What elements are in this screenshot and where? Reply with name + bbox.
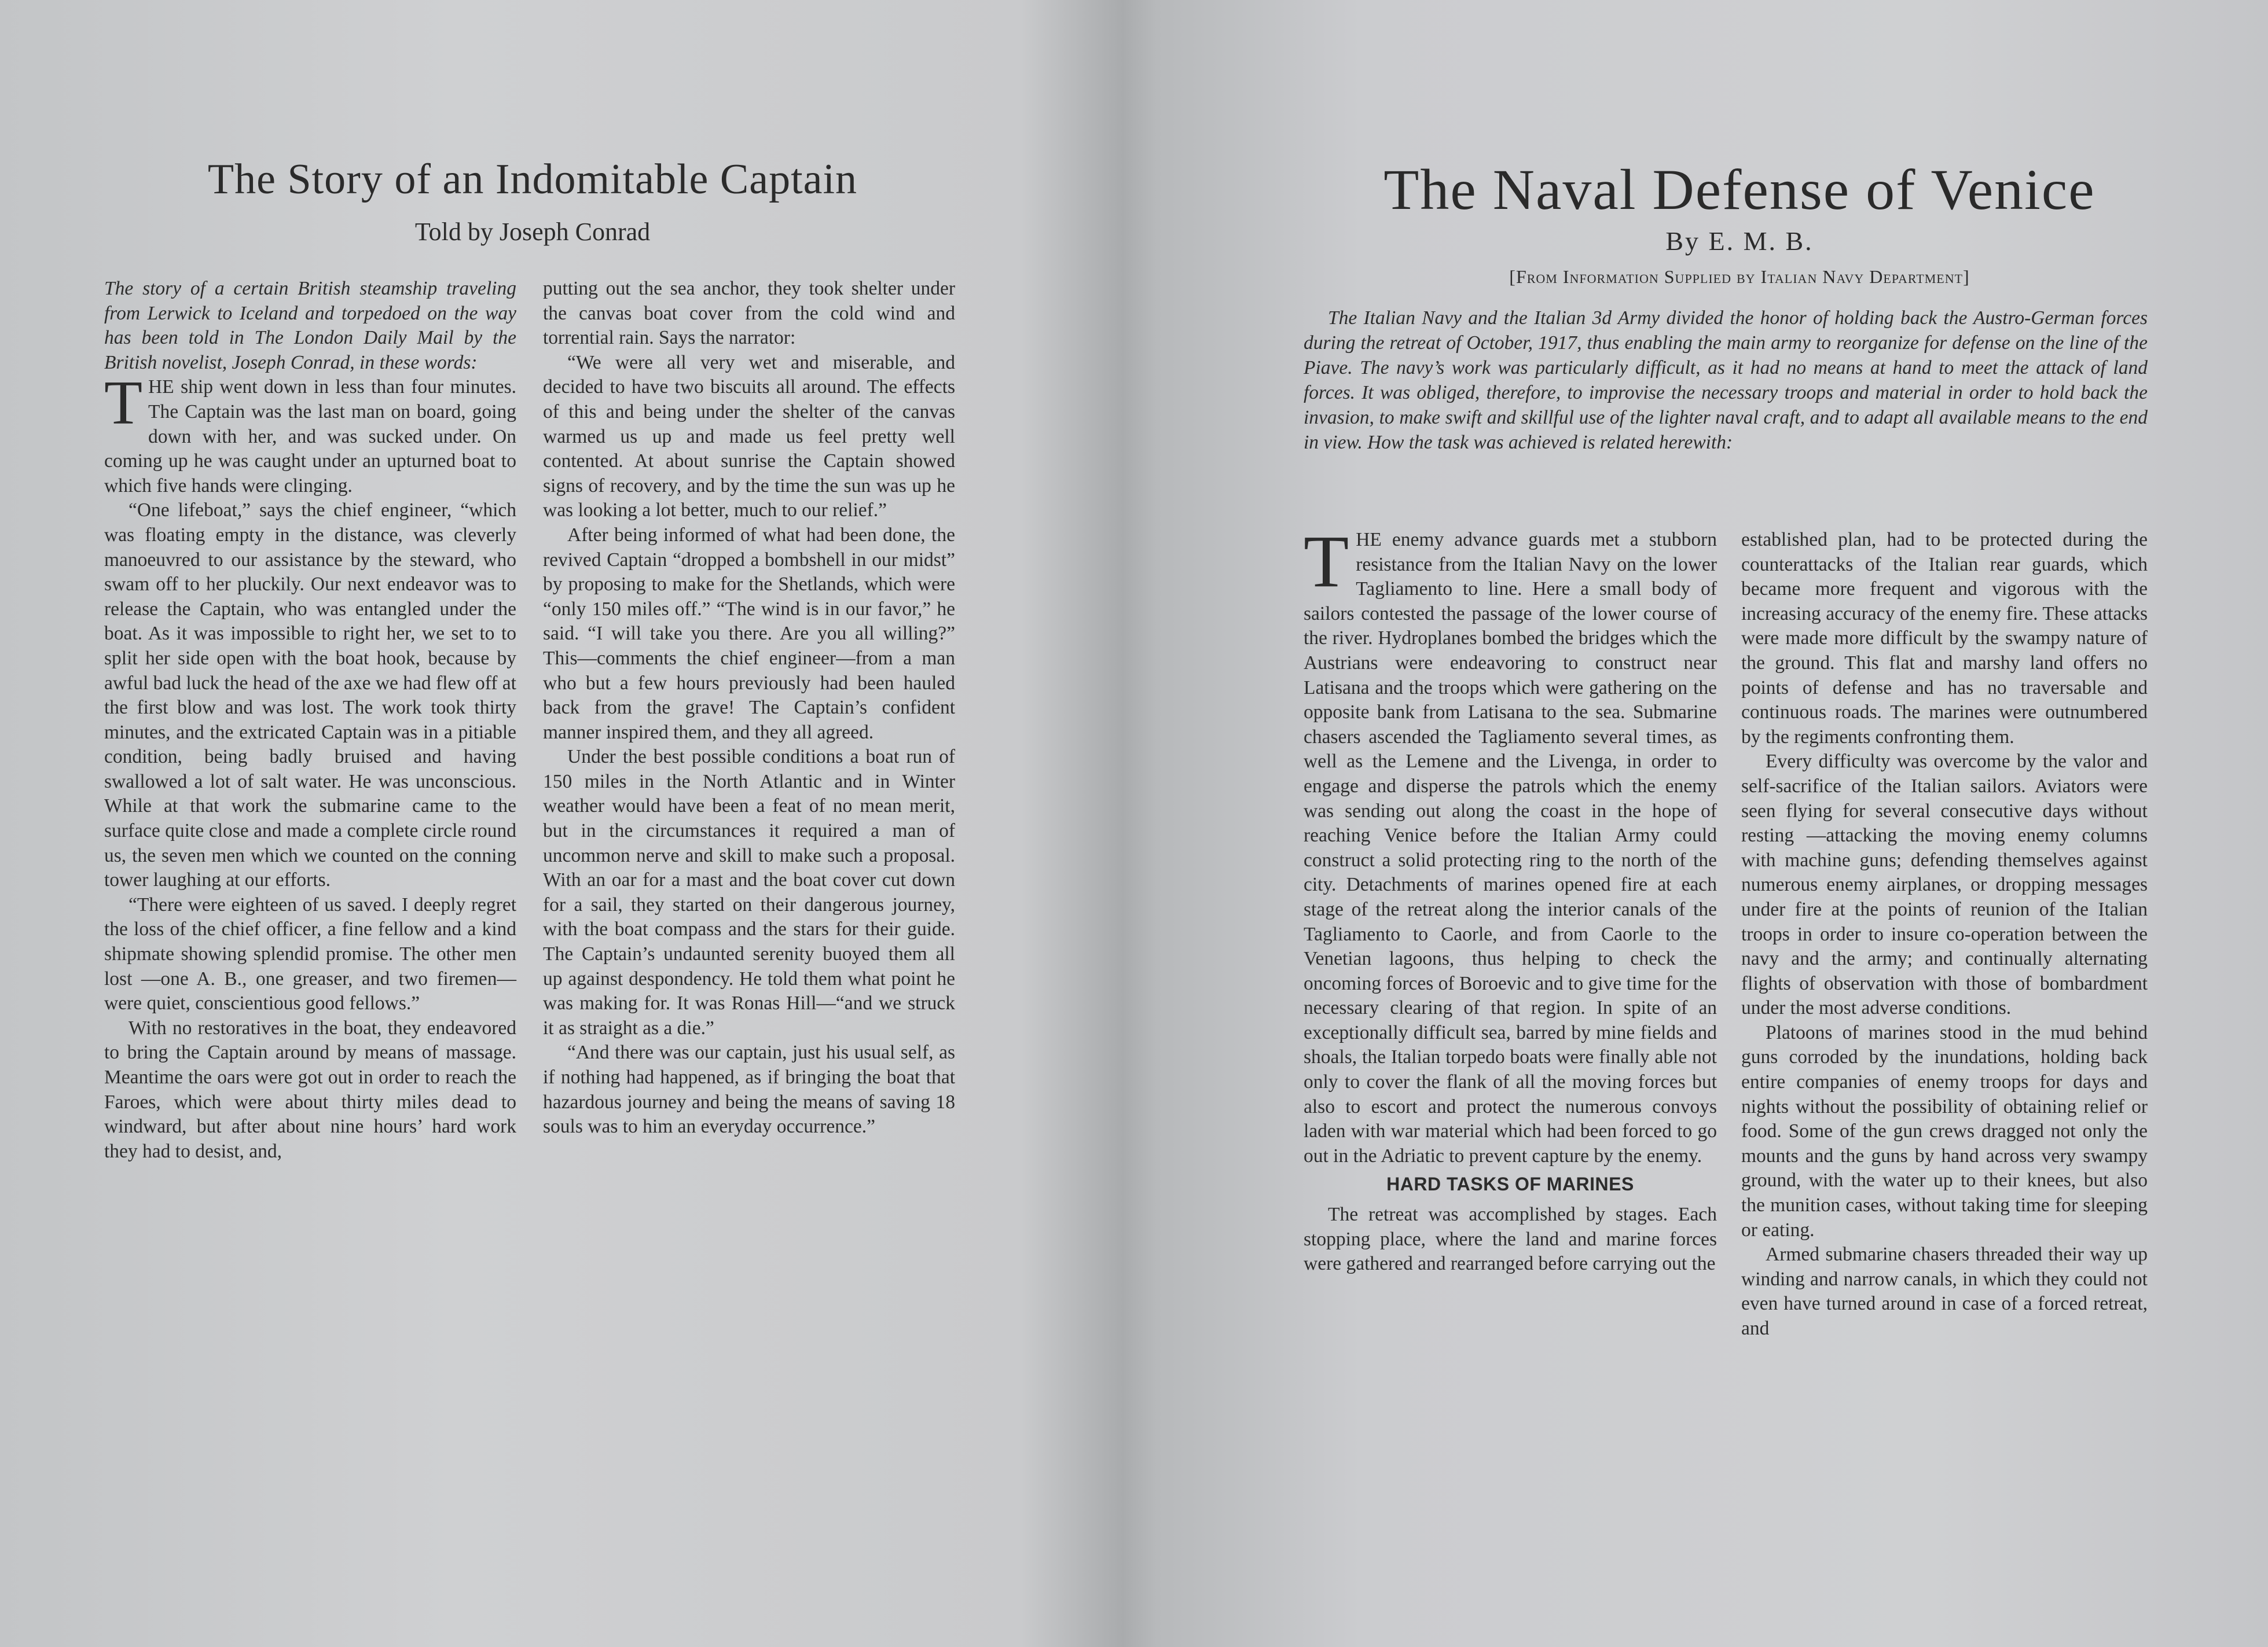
paragraph: “And there was our captain, just his usual self, as if nothing had happened, as if bringing the boat that hazardous journey and being the means of saving 18 souls was to him an everyday occurrence.” — [543, 1042, 955, 1138]
text-column-2 — [543, 277, 955, 1139]
paragraph: Armed submarine chasers threaded their way up winding and narrow canals, in which they could not even have turned around in case of a forced retreat, and — [1741, 1244, 2148, 1339]
paragraph: putting out the sea anchor, they took shelter under the canvas boat cover from the cold wind and torrential rain. Says the narrator: — [543, 278, 955, 349]
paragraph: “We were all very wet and miserable, and decided to have two biscuits all around. The effects of this and being under the shelter of the canvas warmed us up and made us feel pretty well contented. At about sunrise the Captain showed signs of recovery, and by the time the sun was up he was looking a lot better, much to our relief.” — [543, 351, 955, 521]
paragraph: established plan, had to be protected during the counterattacks of the Italian rear guards, which became more frequent and vigorous with the increasing accuracy of the enemy fire. These attacks were made more difficult by the swampy nature of the ground. This flat and marshy land offers no points of defense and has no traversable and continuous roads. The marines were outnumbered by the regiments confronting them. — [1741, 529, 2148, 748]
article-title: The Naval Defense of Venice — [1383, 157, 2095, 222]
paragraph: “There were eighteen of us saved. I deeply regret the loss of the chief officer, a fine fellow and a kind shipmate showing splendid promise. The other men lost —one A. B., one greaser, and two firemen—were quiet, conscientious good fellows.” — [104, 894, 516, 1014]
article-byline: By E. M. B. — [1665, 226, 1814, 256]
paragraph: The retreat was accomplished by stages. Each stopping place, where the land and marine forces were gathered and rearranged before carrying out the — [1304, 1204, 1717, 1275]
paragraph: Every difficulty was overcome by the valor and self-sacrifice of the Italian sailors. Aviators were seen flying for several consecutive days without resting —attacking the moving enemy columns with machine guns; defending themselves against numerous enemy airplanes, or dropping messages under fire at the points of reunion of the Italian troops in order to insure co-operation between the navy and the army; and continually alternating flights of observation with those of bombardment under the most adverse conditions. — [1741, 751, 2148, 1019]
drop-cap: T — [104, 369, 142, 438]
section-heading: HARD TASKS OF MARINES — [1386, 1174, 1634, 1195]
text-column-1 — [104, 277, 516, 1164]
paragraph: After being informed of what had been done, the revived Captain “dropped a bombshell in our midst” by proposing to make for the Shetlands, which were “only 150 miles off.” “The wind is in our favor,” he said. “I will take you there. Are you all willing?” This—comments the chief engineer—from a man who but a few hours previously had been hauled back from the grave! The Captain’s confident manner inspired them, and they all agreed. — [543, 524, 955, 743]
paragraph: Under the best possible conditions a boat run of 150 miles in the North Atlantic and in Winter weather would have been a feat of no mean merit, but in the circumstances it required a man of uncommon nerve and skill to make such a proposal. With an oar for a mast and the boat cover cut down for a sail, they started on their dangerous journey, with the boat compass and the stars for their guide. The Captain’s undaunted serenity buoyed them all up against despondency. He told them what point he was making for. It was Ronas Hill—“and we struck it as straight as a die.” — [543, 746, 955, 1039]
article-intro: The story of a certain British steamship traveling from Lerwick to Iceland and torpedoed on the way has been told in The London Daily Mail by the British novelist, Joseph Conrad, in these words: — [104, 278, 516, 373]
paragraph-text: HE ship went down in less than four minutes. The Captain was the last man on board, going down with her, and was sucked under. On coming up he was caught under an upturned boat to which five hands were clinging. — [104, 376, 516, 497]
right-page — [1152, 0, 2268, 1647]
paragraph: Platoons of marines stood in the mud behind guns corroded by the inundations, holding back entire companies of enemy troops for days and nights without the possibility of obtaining relief or food. Some of the gun crews dragged not only the mounts and the guns by hand across very swampy ground, with the water up to their knees, but also the munition cases, without taking time for sleeping or eating. — [1741, 1021, 2148, 1241]
article-intro: The Italian Navy and the Italian 3d Army divided the honor of holding back the Austro-German forces during the retreat of October, 1917, thus enabling the main army to reorganize for defense on the line of the Piave. The navy’s work was particularly difficult, as it had no means at hand to meet the attack of land forces. It was obliged, therefore, to improvise the necessary troops and material in order to hold back the invasion, to make swift and skillful use of the lighter naval craft, and to adapt all available means to the end in view. How the task was achieved is related herewith: — [1304, 307, 2148, 453]
paragraph: With no restoratives in the boat, they endeavored to bring the Captain around by means of massage. Meantime the oars were got out in order to reach the Faroes, which were about thirty miles dead to windward, but after about nine hours’ hard work they had to desist, and, — [104, 1017, 516, 1162]
opening-paragraph — [104, 369, 516, 498]
text-column-1 — [1304, 520, 1717, 1277]
article-title: The Story of an Indomitable Captain — [207, 156, 858, 203]
opening-paragraph — [1304, 520, 1717, 1168]
paragraph-text: HE enemy advance guards met a stubborn resistance from the Italian Navy on the lower Tagliamento to line. Here a small body of sailors contested the passage of the lower course of the river. Hydroplanes bombed the bridges which the Austrians were endeavoring to construct near Latisana and the troops which were gathering on the opposite bank from Latisana to the sea. Submarine chasers ascended the Tagliamento several times, as well as the Lemene and the Livenga, in order to engage and disperse the patrols which the enemy was sending out along the coast in the hope of reaching Venice before the Italian Army could construct a solid protecting ring to the north of the city. Detachments of marines opened fire at each stage of the retreat along the interior canals of the Tagliamento to Caorle, and from Caorle to the Venetian lagoons, thus helping to check the oncoming forces of Boroevic and to give time for the necessary clearing of that region. In spite of an exceptionally difficult sea, barred by mine fields and shoals, the Italian torpedo boats were finally able not only to cover the flank of all the moving forces but also to escort and protect the numerous convoys laden with war material which had been forced to go out in the Adriatic to prevent capture by the enemy. — [1304, 529, 1717, 1167]
drop-cap: T — [1304, 520, 1349, 602]
article-byline: Told by Joseph Conrad — [414, 218, 651, 246]
source-note: [From Information Supplied by Italian Navy Department] — [1509, 266, 1970, 287]
paragraph: “One lifeboat,” says the chief engineer, “which was floating empty in the distance, was cleverly manoeuvred to our assistance by the steward, who swam off to her pluckily. Our next endeavor was to release the Captain, who was entangled under the boat. As it was impossible to right her, we set to to split her side open with the boat hook, because by awful bad luck the head of the axe we had flew off at the first blow and was lost. The work took thirty minutes, and the extricated Captain was in a pitiable condition, being badly bruised and having swallowed a lot of salt water. He was unconscious. While at that work the submarine came to the surface quite close and made a complete circle round us, the seven men which we counted on the conning tower laughing at our efforts. — [104, 499, 516, 891]
left-page — [0, 0, 1129, 1647]
text-column-2 — [1741, 528, 2148, 1341]
